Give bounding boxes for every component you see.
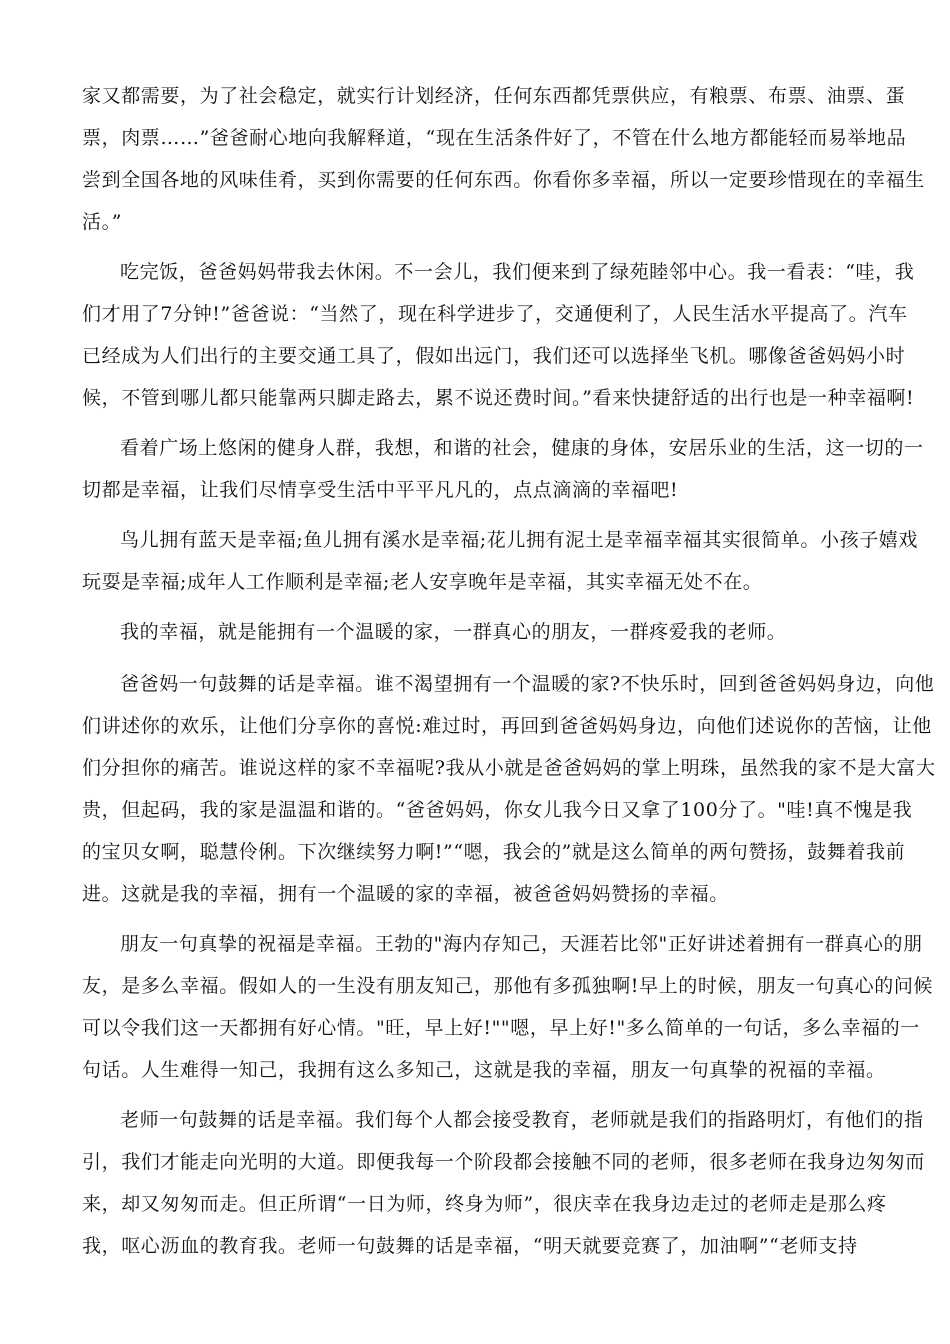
text-line: 引，我们才能走向光明的大道。即便我每一个阶段都会接触不同的老师，很多老师在我身边匆匆而: [82, 1151, 925, 1173]
text-line: 们分担你的痛苦。谁说这样的家不幸福呢?我从小就是爸爸妈妈的掌上明珠，虽然我的家不是大富大: [82, 757, 936, 779]
text-line: 我的幸福，就是能拥有一个温暖的家，一群真心的朋友，一群疼爱我的老师。: [120, 621, 787, 643]
text-line: 票，肉票……”爸爸耐心地向我解释道，“现在生活条件好了，不管在什么地方都能轻而易举地品: [82, 127, 907, 149]
text-line: 们才用了7分钟!”爸爸说：“当然了，现在科学进步了，交通便利了，人民生活水平提高了。汽车: [82, 303, 908, 325]
text-line: 可以令我们这一天都拥有好心情。"旺，早上好!""嗯，早上好!"多么简单的一句话，多么幸福的一: [82, 1017, 920, 1039]
text-line: 活。”: [82, 211, 123, 233]
text-line: 爸爸妈一句鼓舞的话是幸福。谁不渴望拥有一个温暖的家?不快乐时，回到爸爸妈妈身边，向他: [120, 673, 935, 695]
text-line: 句话。人生难得一知己，我拥有这么多知己，这就是我的幸福，朋友一句真挚的祝福的幸福。: [82, 1059, 886, 1081]
text-line: 来，却又匆匆而走。但正所谓“一日为师，终身为师”，很庆幸在我身边走过的老师走是那么疼: [82, 1193, 887, 1215]
text-line: 的宝贝女啊，聪慧伶俐。下次继续努力啊!”“嗯，我会的”就是这么简单的两句赞扬，鼓舞着我前: [82, 841, 906, 863]
text-line: 吃完饭，爸爸妈妈带我去休闲。不一会儿，我们便来到了绿苑睦邻中心。我一看表：“哇，我: [120, 261, 915, 283]
text-line: 家又都需要，为了社会稳定，就实行计划经济，任何东西都凭票供应，有粮票、布票、油票、蛋: [82, 85, 906, 107]
text-line: 进。这就是我的幸福，拥有一个温暖的家的幸福，被爸爸妈妈赞扬的幸福。: [82, 883, 729, 905]
text-line: 看着广场上悠闲的健身人群，我想，和谐的社会，健康的身体，安居乐业的生活，这一切的一: [120, 437, 924, 459]
text-line: 鸟儿拥有蓝天是幸福;鱼儿拥有溪水是幸福;花儿拥有泥土是幸福幸福其实很简单。小孩子嬉戏: [120, 529, 919, 551]
text-line: 老师一句鼓舞的话是幸福。我们每个人都会接受教育，老师就是我们的指路明灯，有他们的指: [120, 1109, 924, 1131]
text-line: 友，是多么幸福。假如人的一生没有朋友知己，那他有多孤独啊!早上的时候，朋友一句真心的问候: [82, 975, 934, 997]
text-line: 玩耍是幸福;成年人工作顺利是幸福;老人安享晚年是幸福，其实幸福无处不在。: [82, 571, 763, 593]
text-line: 贵，但起码，我的家是温温和谐的。“爸爸妈妈，你女儿我今日又拿了100分了。"哇!真不愧是我: [82, 799, 913, 821]
text-line: 我，呕心沥血的教育我。老师一句鼓舞的话是幸福，“明天就要竞赛了，加油啊”“老师支持: [82, 1235, 858, 1257]
text-line: 朋友一句真挚的祝福是幸福。王勃的"海内存知己，天涯若比邻"正好讲述着拥有一群真心的朋: [120, 933, 923, 955]
text-line: 切都是幸福，让我们尽情享受生活中平平凡凡的，点点滴滴的幸福吧!: [82, 479, 679, 501]
text-line: 候，不管到哪儿都只能靠两只脚走路去，累不说还费时间。”看来快捷舒适的出行也是一种幸福啊!: [82, 387, 915, 409]
text-line: 已经成为人们出行的主要交通工具了，假如出远门，我们还可以选择坐飞机。哪像爸爸妈妈小时: [82, 345, 906, 367]
text-line: 尝到全国各地的风味佳肴，买到你需要的任何东西。你看你多幸福，所以一定要珍惜现在的幸福生: [82, 169, 925, 191]
text-line: 们讲述你的欢乐，让他们分享你的喜悦:难过时，再回到爸爸妈妈身边，向他们述说你的苦恼，让他: [82, 715, 932, 737]
